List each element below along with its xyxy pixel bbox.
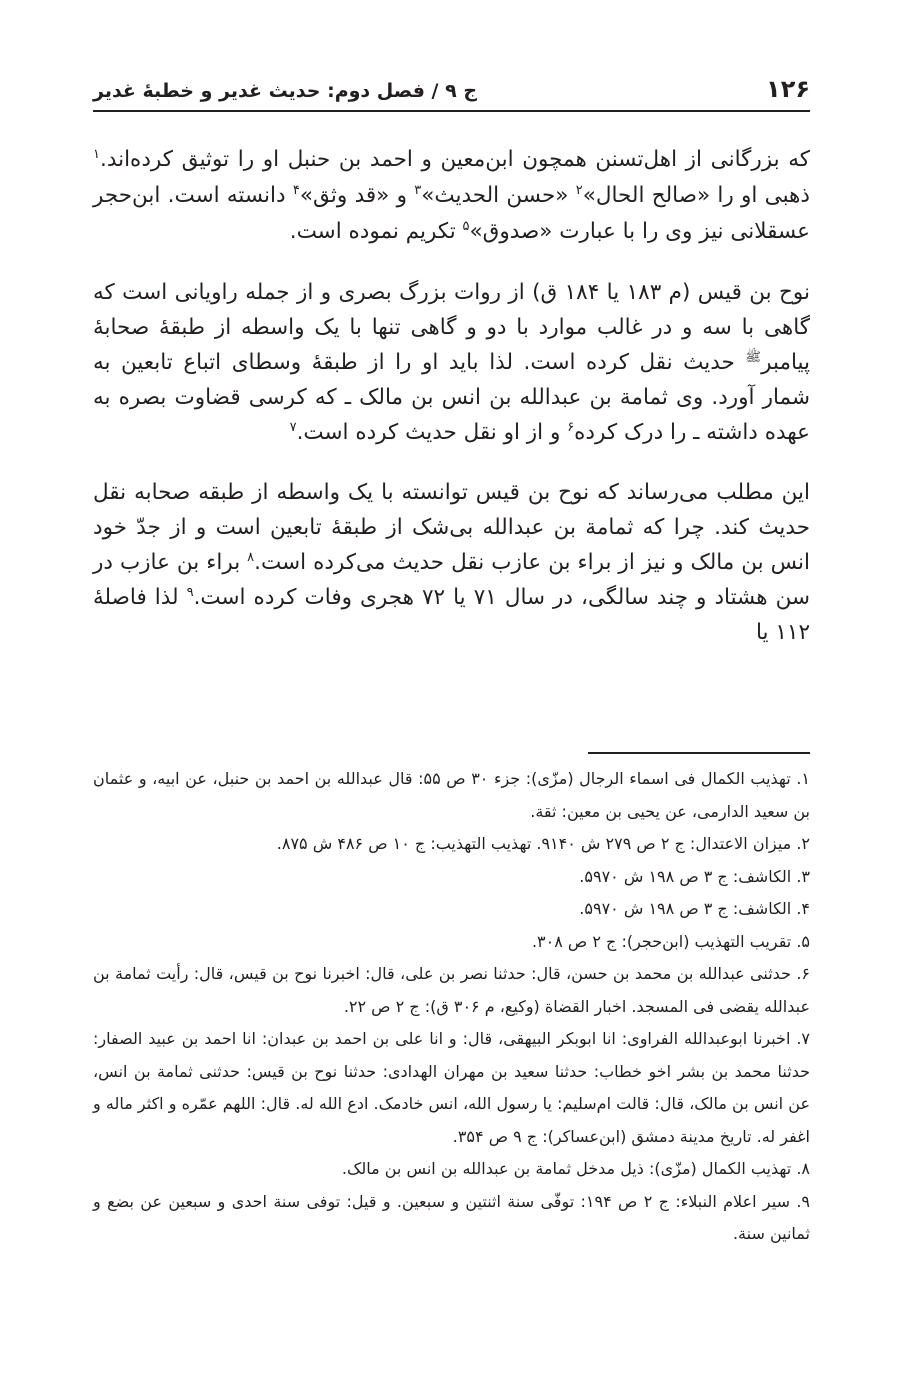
text-run: تکریم نموده است. — [289, 219, 463, 244]
footnote-ref-5: ۵ — [462, 218, 470, 234]
text-run: که بزرگانی از اهل‌تسنن همچون ابن‌معین و احمد بن حنبل او را توثیق کرده‌اند. — [99, 147, 810, 172]
running-header — [93, 74, 810, 112]
text-run: و «قد وثق» — [299, 183, 415, 208]
main-text — [93, 142, 810, 650]
text-run: «حسن الحدیث» — [421, 183, 576, 208]
footnote-9: ۹. سیر اعلام النبلاء: ج ۲ ص ۱۹۴: توفّی سنة اثنتین و سبعین. و قیل: توفی سنة احدی و سبعین عن بضع و ثمانین سنة. — [93, 1191, 811, 1243]
footnotes — [93, 763, 810, 1251]
footnote-8: ۸. تهذیب الکمال (مزّی): ذیل مدخل ثمامة بن عبدالله بن انس بن مالک. — [341, 1159, 810, 1178]
footnote-ref-6: ۶ — [567, 419, 575, 435]
paragraph-1 — [93, 142, 810, 250]
text-run: حدیث نقل کرده است. لذا باید او را از طبقهٔ وسطای اتباع تابعین به شمار آورد. وی ثمامة بن عبدالله بن انس بن مالک ـ که کرسی قضاوت بصره به عهده داشته ـ را درک کرده — [93, 350, 810, 445]
footnote-5: ۵. تقریب التهذیب (ابن‌حجر): ج ۲ ص ۳۰۸. — [531, 931, 810, 951]
text-run: لذا فاصلهٔ ۱۱۲ یا — [93, 585, 810, 645]
footnote-ref-3: ۳ — [414, 182, 422, 198]
text-run: ذهبی او را «صالح الحال» — [582, 183, 810, 208]
footnote-separator — [588, 752, 810, 754]
footnote-ref-7: ۷ — [289, 419, 297, 435]
footnote-3: ۳. الکاشف: ج ۳ ص ۱۹۸ ش ۵۹۷۰. — [579, 866, 810, 886]
footnote-ref-4: ۴ — [292, 182, 300, 198]
paragraph-3 — [93, 475, 810, 650]
text-run: دانسته است. ابن‌حجر عسقلانی نیز وی را با عبارت «صدوق» — [93, 183, 810, 244]
footnote-ref-8: ۸ — [247, 549, 255, 565]
text-run: براء بن عازب در سن هشتاد و چند سالگی، در سال ۷۱ یا ۷۲ هجری وفات کرده است. — [93, 550, 810, 610]
footnote-1: ۱. تهذیب الکمال فی اسماء الرجال (مزّی): جزء ۳۰ ص ۵۵: قال عبدالله بن احمد بن حنبل، عن ابیه، و عثمان بن سعید الدارمی، عن یحیی بن معین: ثقة. — [93, 769, 811, 821]
salawat-glyph: ﷺ — [745, 349, 762, 365]
footnote-4: ۴. الکاشف: ج ۳ ص ۱۹۸ ش ۵۹۷۰. — [579, 899, 810, 918]
text-run: این مطلب می‌رساند که نوح بن قیس توانسته با یک واسطه از طبقه صحابه نقل حدیث کند. چرا که ثمامة بن عبدالله بی‌شک از طبقهٔ تابعین است و از جدّ خود انس بن مالک و نیز از براء بن عازب نقل حدیث می‌کرده است. — [93, 480, 810, 575]
footnote-2: ۲. میزان الاعتدال: ج ۲ ص ۲۷۹ ش ۹۱۴۰. تهذیب التهذیب: ج ۱۰ ص ۴۸۶ ش ۸۷۵. — [276, 834, 810, 853]
chapter-title: ج ۹ / فصل دوم: حدیث غدیر و خطبهٔ غدیر — [93, 80, 478, 102]
text-run: نوح بن قیس (م ۱۸۳ یا ۱۸۴ ق) از روات بزرگ بصری و از جمله راویانی است که گاهی با سه و در غالب موارد با دو و گاهی تنها با یک واسطه از طبقهٔ صحابهٔ پیامبر — [93, 280, 810, 375]
footnote-6: ۶. حدثنی عبدالله بن محمد بن حسن، قال: حدثنا نصر بن علی، قال: اخبرنا نوح بن قیس، قال: رأیت ثمامة بن عبدالله یقضی فی المسجد. اخبار القضاة (وکیع، م ۳۰۶ ق): ج ۲ ص ۲۲. — [93, 964, 810, 1016]
text-run: و از او نقل حدیث کرده است. — [296, 420, 568, 445]
page-number: ۱۲۶ — [766, 75, 810, 103]
paragraph-2 — [93, 275, 810, 450]
footnote-ref-2: ۲ — [575, 182, 583, 198]
footnote-7: ۷. اخبرنا ابوعبدالله الفراوی: انا ابوبکر البیهقی، قال: و انا علی بن احمد بن عبدان: انا احمد بن عبید الصفار: حدثنا محمد بن بشر اخو خطاب: حدثنا سعید بن مهران الهدادی: حدثنا نوح بن قیس: حدثنی ثمامة بن انس، عن انس بن مالک، قال: قالت ام‌سلیم: یا رسول الله، انس خادمک. ادع الله له. قال: اللهم عمّره و اکثر ماله و اغفر له. تاریخ مدینة دمشق (ابن‌عساکر): ج ۹ ص ۳۵۴. — [93, 1029, 810, 1146]
footnote-ref-1: ۱ — [93, 146, 100, 162]
footnote-ref-9: ۹ — [186, 584, 194, 600]
